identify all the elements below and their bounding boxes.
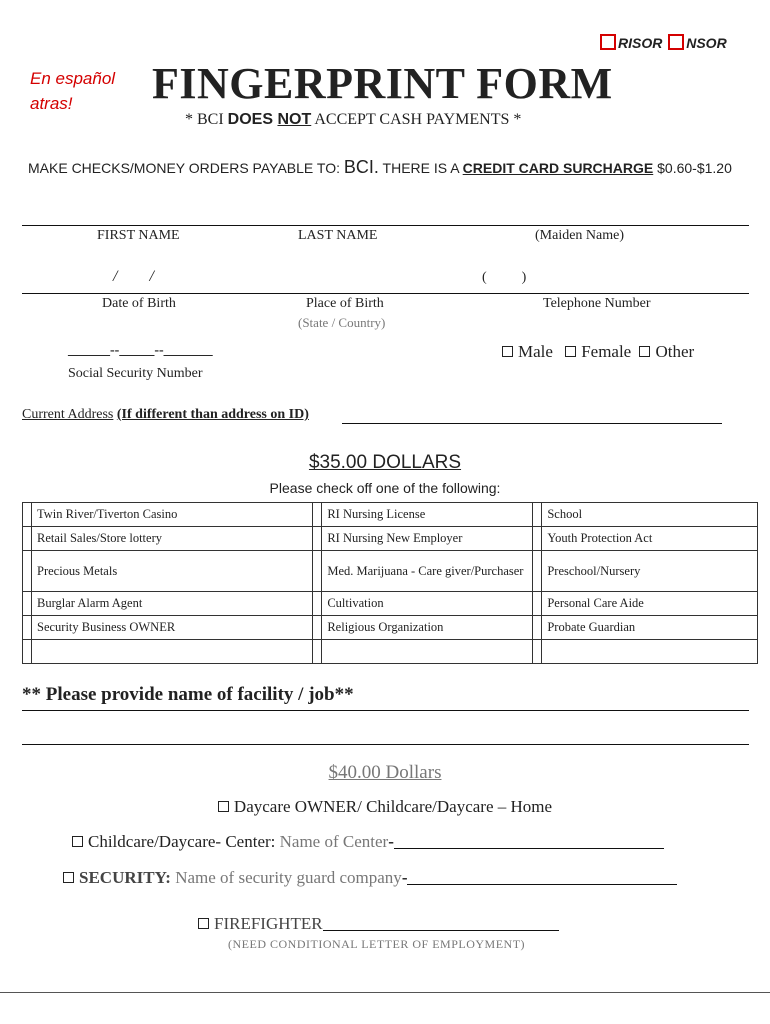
option-label: Preschool/Nursery [542,551,758,592]
spanish-note [30,66,115,116]
childcare-center-label: Childcare/Daycare- Center: [88,832,276,851]
facility-line-1[interactable] [22,710,749,711]
option-label: Cultivation [322,592,533,616]
security-option [63,868,677,888]
address-line[interactable] [342,423,722,424]
table-row [23,640,758,664]
facility-prompt: ** Please provide name of facility / job** [22,684,354,705]
last-name-label: LAST NAME [298,228,378,243]
option-label: Med. Marijuana - Care giver/Purchaser [322,551,533,592]
pob-sublabel: (State / Country) [298,315,386,330]
option-label: RI Nursing License [322,503,533,527]
female-checkbox[interactable] [565,346,576,357]
table-row [23,616,758,640]
option-label: RI Nursing New Employer [322,527,533,551]
option-checkbox[interactable] [23,551,32,592]
dash-glyph: - [388,832,394,851]
table-row [23,527,758,551]
gender-options [502,342,694,362]
maiden-name-label: (Maiden Name) [535,228,625,243]
option-label: Twin River/Tiverton Casino [32,503,313,527]
firefighter-label: FIREFIGHTER [214,914,323,933]
dob-slashes: / / [113,268,154,285]
nsor-checkbox[interactable] [668,34,684,50]
risor-checkbox[interactable] [600,34,616,50]
childcare-center-hint: Name of Center [279,832,389,851]
daycare-owner-option [0,797,770,817]
table-row [23,503,758,527]
nsor-label: NSOR [686,35,727,51]
address-label: Current Address [22,407,114,422]
bottom-divider [0,992,770,993]
option-label: Probate Guardian [542,616,758,640]
option-checkbox[interactable] [23,640,32,664]
male-label: Male [518,342,553,361]
childcare-center-checkbox[interactable] [72,836,83,847]
daycare-owner-checkbox[interactable] [218,801,229,812]
option-checkbox[interactable] [533,640,542,664]
security-label: SECURITY: [79,868,171,887]
table-row [23,551,758,592]
ssn-field[interactable]: ______--_____--_______ [68,343,213,358]
male-checkbox[interactable] [502,346,513,357]
security-hint: Name of security guard company [175,868,402,887]
security-company-field[interactable] [407,884,677,885]
pob-label: Place of Birth [306,296,384,311]
option-checkbox[interactable] [313,551,322,592]
option-label: Precious Metals [32,551,313,592]
option-checkbox[interactable] [533,551,542,592]
price-40: $40.00 Dollars [328,762,442,783]
payable-notice: MAKE CHECKS/MONEY ORDERS PAYABLE TO: BCI. THERE IS A CREDIT CARD SURCHARGE $0.60-$1.20 [28,157,732,177]
option-checkbox[interactable] [533,503,542,527]
option-label: Burglar Alarm Agent [32,592,313,616]
option-label: Retail Sales/Store lottery [32,527,313,551]
option-checkbox[interactable] [313,527,322,551]
firefighter-field[interactable] [323,930,559,931]
option-checkbox[interactable] [23,503,32,527]
dob-label: Date of Birth [102,296,176,311]
option-label-empty[interactable] [322,640,533,664]
price-35: $35.00 DOLLARS [308,452,462,473]
option-label-empty[interactable] [542,640,758,664]
other-checkbox[interactable] [639,346,650,357]
option-checkbox[interactable] [23,616,32,640]
option-checkbox[interactable] [313,503,322,527]
option-label: Security Business OWNER [32,616,313,640]
firefighter-option [198,914,559,934]
option-label: Religious Organization [322,616,533,640]
sor-options [600,34,727,51]
phone-label: Telephone Number [543,296,651,311]
spanish-note-line1: En español [30,69,116,88]
phone-parens: ( ) [482,270,527,285]
option-label: School [542,503,758,527]
female-label: Female [581,342,632,361]
page-title: FINGERPRINT FORM [152,59,613,108]
options-table [22,502,758,664]
option-checkbox[interactable] [533,616,542,640]
option-checkbox[interactable] [533,592,542,616]
option-checkbox[interactable] [313,640,322,664]
spanish-note-line2: atras! [30,94,73,113]
daycare-owner-label: Daycare OWNER/ Childcare/Daycare – Home [233,797,553,816]
childcare-center-option [72,832,664,852]
address-row [22,407,309,423]
table-row [23,592,758,616]
option-checkbox[interactable] [23,592,32,616]
center-name-field[interactable] [394,848,664,849]
address-note: (If different than address on ID) [116,407,309,422]
option-checkbox[interactable] [313,592,322,616]
option-label: Youth Protection Act [542,527,758,551]
firefighter-note: (NEED CONDITIONAL LETTER OF EMPLOYMENT) [228,937,526,951]
option-label-empty[interactable] [32,640,313,664]
option-checkbox[interactable] [313,616,322,640]
option-checkbox[interactable] [23,527,32,551]
check-instruction: Please check off one of the following: [269,480,501,496]
dash-glyph: - [401,868,408,887]
facility-line-2[interactable] [22,744,749,745]
cash-notice: * BCI DOES NOT ACCEPT CASH PAYMENTS * [185,111,522,128]
option-label: Personal Care Aide [542,592,758,616]
firefighter-checkbox[interactable] [198,918,209,929]
first-name-label: FIRST NAME [97,228,180,243]
dob-line[interactable] [22,293,749,294]
risor-label: RISOR [618,35,663,51]
name-line[interactable] [22,225,749,226]
option-checkbox[interactable] [533,527,542,551]
ssn-label: Social Security Number [68,366,203,381]
security-checkbox[interactable] [63,872,74,883]
other-label: Other [655,342,695,361]
